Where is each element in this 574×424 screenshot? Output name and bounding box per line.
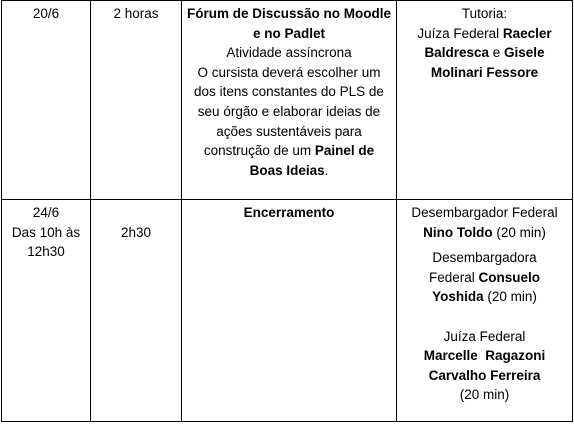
speaker-name: Nino Toldo <box>423 224 493 240</box>
time-range-text: Das 10h às 12h30 <box>11 224 81 260</box>
duration-text: 2 horas <box>113 6 159 21</box>
activity-title-continued: e no Padlet <box>252 25 325 41</box>
activity-title: Encerramento <box>243 205 335 220</box>
activity-subtitle: Atividade assíncrona <box>226 45 352 61</box>
speaker-name: Marcelle Ragazoni Carvalho Ferreira <box>423 348 550 383</box>
speaker-time: (20 min) <box>459 387 510 403</box>
speaker-prefix: Desembargador Federal <box>411 205 558 220</box>
speaker-entry <box>399 248 570 307</box>
speaker-time: (20 min) <box>496 224 546 240</box>
schedule-table <box>1 0 573 422</box>
duration-text: 2h30 <box>120 224 152 240</box>
date-cell <box>2 200 91 422</box>
speaker-entry <box>399 203 570 242</box>
duration-cell <box>91 1 182 200</box>
description-end: . <box>324 162 329 178</box>
responsible-label: Tutoria: <box>461 6 508 21</box>
date-text: 24/6 <box>32 205 60 220</box>
speaker-time: (20 min) <box>487 289 537 305</box>
date-cell <box>2 1 91 200</box>
activity-cell <box>182 1 397 200</box>
responsible-name: Raecler Baldresca <box>424 25 552 61</box>
table-row <box>2 1 573 200</box>
responsible-cell <box>397 1 573 200</box>
speaker-prefix: Juíza Federal <box>443 328 526 344</box>
activity-cell <box>182 200 397 422</box>
activity-title: Fórum de Discussão no Moodle <box>186 6 392 21</box>
description-highlight: Painel de Boas Ideias <box>249 143 375 178</box>
duration-cell <box>91 200 182 422</box>
date-text: 20/6 <box>32 6 60 21</box>
speaker-prefix: Desembargadora Federal <box>428 250 537 285</box>
description-text: O cursista deverá escolher um dos itens constantes do PLS de seu órgão e elaborar ideias de ações sustentáveis para construção de um <box>194 64 384 159</box>
responsible-cell <box>397 200 573 422</box>
table-row <box>2 200 573 422</box>
responsible-name: Gisele Molinari Fessore <box>430 45 545 80</box>
responsible-names <box>401 24 568 83</box>
speaker-entry <box>399 327 570 405</box>
responsible-connector: e <box>492 45 501 61</box>
activity-description <box>186 63 392 181</box>
speaker-name: Consuelo Yoshida <box>432 269 541 305</box>
responsible-prefix: Juíza Federal <box>417 25 500 41</box>
